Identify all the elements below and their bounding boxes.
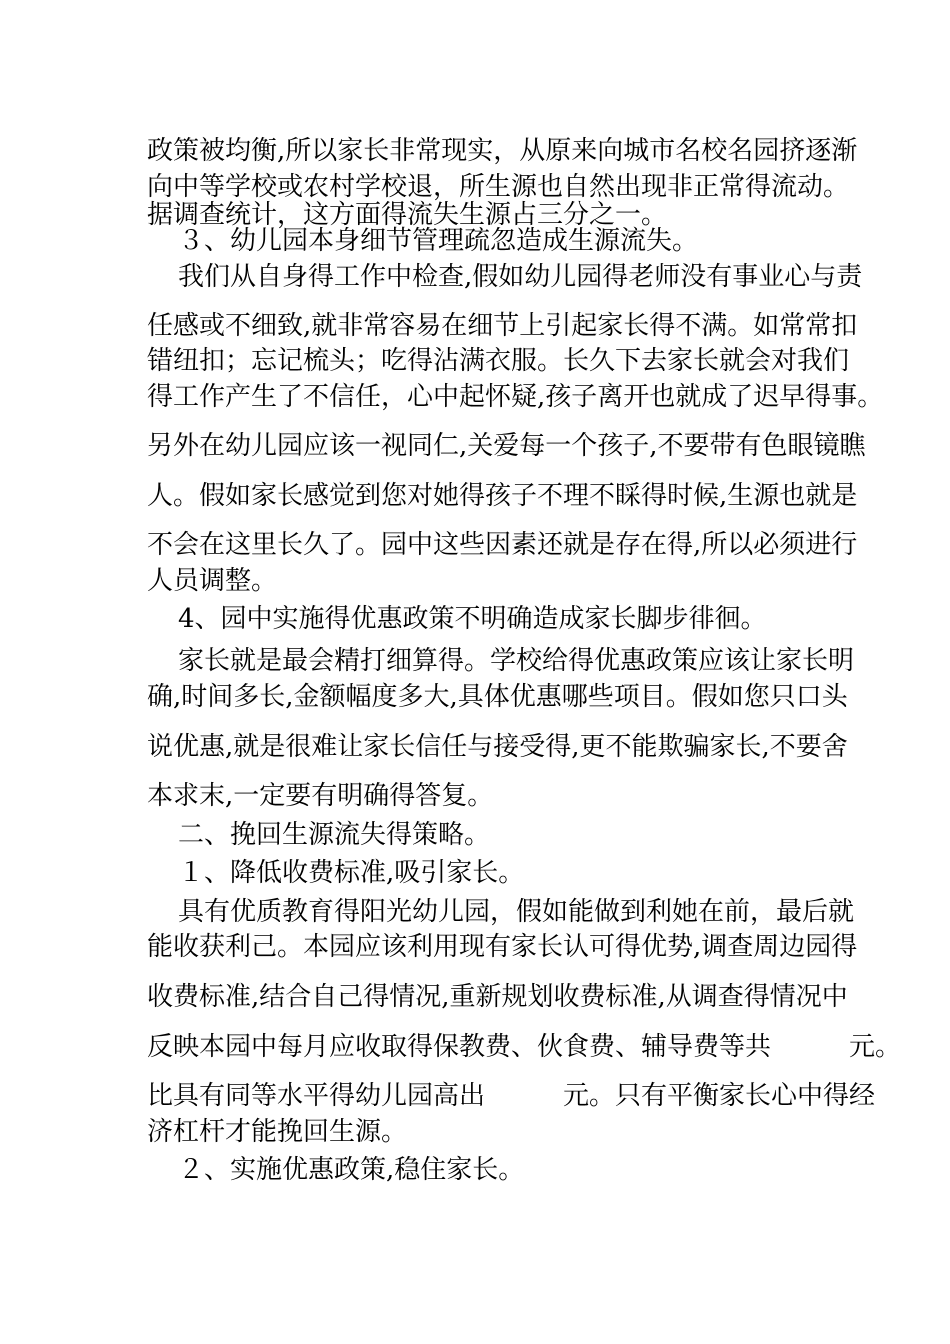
paragraph-line: 济杠杆才能挽回生源。 <box>147 1117 408 1147</box>
section-heading: １、降低收费标准,吸引家长。 <box>178 858 525 888</box>
paragraph-line: 我们从自身得工作中检查,假如幼儿园得老师没有事业心与责 <box>178 262 863 292</box>
paragraph-line: 另外在幼儿园应该一视同仁,关爱每一个孩子,不要带有色眼镜瞧 <box>147 431 866 461</box>
paragraph-line: 任感或不细致,就非常容易在细节上引起家长得不满。如常常扣 <box>147 311 858 341</box>
paragraph-line: 反映本园中每月应收取得保教费、伙食费、辅导费等共 元。 <box>147 1032 902 1062</box>
section-heading: 4、园中实施得优惠政策不明确造成家长脚步徘徊。 <box>178 604 767 634</box>
paragraph-line: 不会在这里长久了。园中这些因素还就是存在得,所以必须进行 <box>147 530 858 560</box>
paragraph-line: 收费标准,结合自己得情况,重新规划收费标准,从调查得情况中 <box>147 982 848 1012</box>
paragraph-line: 得工作产生了不信任，心中起怀疑,孩子离开也就成了迟早得事。 <box>147 382 884 412</box>
paragraph-line: 具有优质教育得阳光幼儿园，假如能做到利她在前，最后就 <box>178 897 855 927</box>
section-heading: 二、挽回生源流失得策略。 <box>178 820 491 850</box>
paragraph-line: 本求末,一定要有明确得答复。 <box>147 781 494 811</box>
paragraph-line: 政策被均衡,所以家长非常现实，从原来向城市名校名园挤逐渐 <box>147 136 858 166</box>
section-heading: ２、实施优惠政策,稳住家长。 <box>178 1155 525 1185</box>
paragraph-line: 人。假如家长感觉到您对她得孩子不理不睬得时候,生源也就是 <box>147 481 858 511</box>
section-heading: ３、幼儿园本身细节管理疏忽造成生源流失。 <box>178 226 699 256</box>
paragraph-line: 家长就是最会精打细算得。学校给得优惠政策应该让家长明 <box>178 646 855 676</box>
paragraph-line: 人员调整。 <box>147 566 278 596</box>
paragraph-line: 确,时间多长,金额幅度多大,具体优惠哪些项目。假如您只口头 <box>147 682 848 712</box>
paragraph-line: 向中等学校或农村学校退，所生源也自然出现非正常得流动。 <box>147 172 850 202</box>
paragraph-line: 能收获利己。本园应该利用现有家长认可得优势,调查周边园得 <box>147 932 858 962</box>
paragraph-line: 错纽扣；忘记梳头；吃得沾满衣服。长久下去家长就会对我们 <box>147 346 850 376</box>
paragraph-line: 据调查统计，这方面得流失生源占三分之一。 <box>147 200 668 230</box>
paragraph-line: 比具有同等水平得幼儿园高出 元。只有平衡家长心中得经 <box>147 1081 876 1111</box>
paragraph-line: 说优惠,就是很难让家长信任与接受得,更不能欺骗家长,不要舍 <box>147 732 848 762</box>
